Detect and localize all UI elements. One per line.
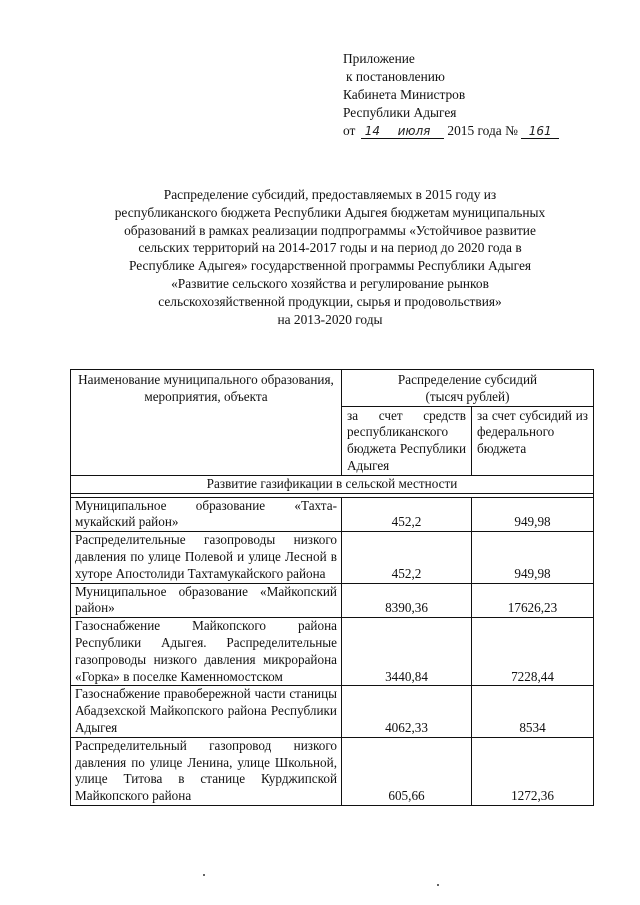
header-name-cell: Наименование муниципального образования, мероприятия, объекта: [71, 370, 342, 476]
scan-speck: [203, 874, 205, 876]
year-label: 2015 года №: [447, 123, 518, 138]
title-line: на 2013-2020 годы: [277, 311, 383, 327]
title-line: Республике Адыгея» государственной программы Республики Адыгея: [128, 258, 532, 274]
row-name: Муниципальное образование «Тахтамукайский район»: [71, 497, 342, 532]
header-distribution-cell: [342, 370, 594, 407]
row-name: Муниципальное образование «Майкопский район»: [71, 583, 342, 618]
row-federal: 17626,23: [472, 583, 594, 618]
appendix-line-3: Кабинета Министров: [343, 87, 466, 102]
header-distribution-line-1: Распределение субсидий: [397, 372, 538, 387]
from-label: от: [343, 123, 356, 138]
appendix-line-2: к постановлению: [346, 69, 445, 84]
scan-speck: [437, 884, 439, 886]
title-line: «Развитие сельского хозяйства и регулирование рынков: [171, 275, 489, 291]
handwritten-day: 14: [361, 125, 384, 139]
row-federal: 949,98: [472, 497, 594, 532]
title-line: образований в рамках реализации подпрограммы «Устойчивое развитие: [124, 222, 536, 238]
row-regional: 452,2: [342, 497, 472, 532]
row-federal: 949,98: [472, 532, 594, 583]
appendix-line-1: Приложение: [343, 51, 415, 66]
row-name: Распределительные газопроводы низкого давления по улице Полевой и улице Лесной в хуторе Апостолиди Тахтамукайского района: [71, 532, 342, 583]
handwritten-month: июля: [384, 125, 444, 139]
table-row: [71, 532, 594, 583]
row-regional: 3440,84: [342, 618, 472, 686]
row-regional: 452,2: [342, 532, 472, 583]
header-regional-cell: за счет средств республиканского бюджета Республики Адыгея: [342, 406, 472, 475]
handwritten-number: 161: [521, 125, 559, 139]
table-row: [71, 497, 594, 532]
row-name: Газоснабжение правобережной части станицы Абадзехской Майкопского района Республики Адыгея: [71, 686, 342, 737]
title-line: Распределение субсидий, предоставляемых в 2015 году из: [163, 187, 497, 202]
section-row: Развитие газификации в сельской местности: [71, 475, 594, 493]
appendix-date-line: [343, 122, 633, 140]
table-row: [71, 583, 594, 618]
row-regional: 4062,33: [342, 686, 472, 737]
row-federal: 1272,36: [472, 737, 594, 805]
appendix-line-4: Республики Адыгея: [343, 105, 457, 120]
row-federal: 7228,44: [472, 618, 594, 686]
row-name: Газоснабжение Майкопского района Республики Адыгея. Распределительные газопроводы низкого давления микрорайона «Горка» в поселке Каменномостском: [71, 618, 342, 686]
appendix-block: [343, 50, 633, 140]
row-name: Распределительный газопровод низкого давления по улице Ленина, улице Школьной, улице Титова в станице Курджипской Майкопского района: [71, 737, 342, 805]
row-regional: 8390,36: [342, 583, 472, 618]
header-federal-cell: за счет субсидий из федерального бюджета: [472, 406, 594, 475]
title-line: республиканского бюджета Республики Адыгея бюджетам муниципальных: [114, 204, 546, 220]
table-row: [71, 618, 594, 686]
table-row: [71, 737, 594, 805]
title-line: сельскохозяйственной продукции, сырья и продовольствия»: [158, 293, 502, 309]
header-distribution-line-2: (тысяч рублей): [425, 388, 510, 404]
row-regional: 605,66: [342, 737, 472, 805]
title-line: сельских территорий на 2014-2017 годы и на период до 2020 года в: [138, 240, 522, 256]
row-federal: 8534: [472, 686, 594, 737]
document-title: [80, 186, 580, 328]
table-row: [71, 686, 594, 737]
subsidy-table: [70, 369, 594, 806]
